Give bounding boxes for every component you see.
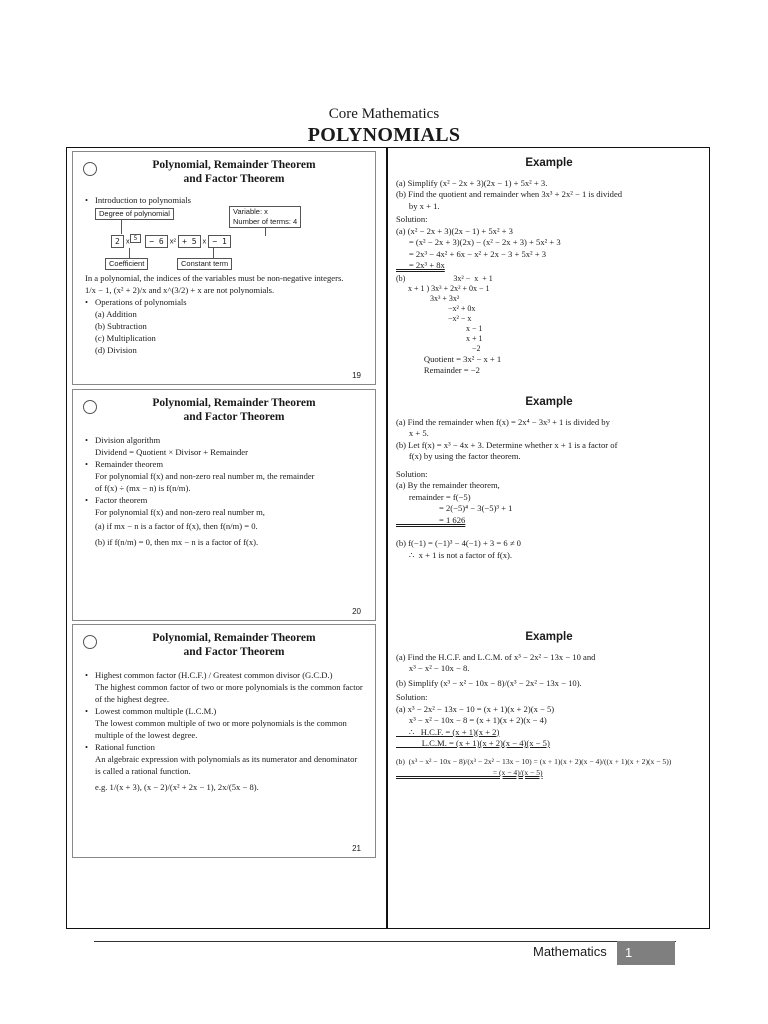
slide-body	[85, 194, 363, 356]
document-subtitle: Core Mathematics	[328, 106, 440, 122]
variable-terms-label: Variable: x Number of terms: 4	[229, 206, 301, 228]
op-item: (b) Subtraction	[95, 321, 147, 331]
slide-title: Polynomial, Remainder Theorem and Factor Theorem	[152, 632, 316, 658]
slide-title: Polynomial, Remainder Theorem and Factor Theorem	[152, 159, 316, 185]
bullet-remainder-theorem: • Remainder theorem	[85, 458, 363, 470]
footer-page-number: 1	[617, 941, 675, 965]
example-panel-2	[396, 397, 702, 617]
bullet-division-algorithm: • Division algorithm	[85, 434, 363, 446]
column-divider	[386, 147, 388, 929]
bullet-lcm: • Lowest common multiple (L.C.M.)	[85, 705, 363, 717]
example-lines: (a) Simplify (x² − 2x + 3)(2x − 1) + 5x² + 3. (b) Find the quotient and remainder when 3x³ + 2x² − 1 is divided by x + 1. Solution: (a) (x² − 2x + 3)(2x − 1) + 5x² + 3 = (x² − 2x + 3)(2x) − (x² − 2x + 3) + 5x² + 3 = 2x³ − 4x² + 6x − x² + 2x − 3 + 5x² + 3 = 2x³ + 8x (b) 3x² − x + 1 x + 1 ) 3x³ + 2x² + 0x − 1 3x³ + 3x² −x² + 0x −x² − x x − 1 x + 1 −2 Quotient = 3x² − x + 1 Remainder = −2	[396, 177, 623, 375]
op-item: (a) Addition	[95, 309, 137, 319]
example-panel-3	[396, 632, 702, 852]
example-heading: Example	[525, 157, 573, 169]
bullet-hcf: • Highest common factor (H.C.F.) / Greatest common divisor (G.C.D.)	[85, 669, 363, 681]
example-heading: Example	[525, 631, 573, 643]
op-item: (c) Multiplication	[95, 333, 156, 343]
bullet-intro: • Introduction to polynomials	[85, 194, 363, 206]
slide-card-1	[72, 151, 376, 385]
degree-label: Degree of polynomial	[95, 208, 174, 220]
slide-title: Polynomial, Remainder Theorem and Factor Theorem	[152, 397, 316, 423]
indices-text: In a polynomial, the indices of the variables must be non-negative integers.	[85, 273, 344, 283]
footer-label: Mathematics	[533, 944, 607, 959]
slide-body: • Highest common factor (H.C.F.) / Greatest common divisor (G.C.D.) The highest common factor of two or more polynomials is the common factor of the highest degree. • Lowest common multiple (L.C.M.) The lowest common multiple of two or more polynomials is the common multiple of the lowest degree. • Rational function An algebraic expression with polynomials as its numerator and denominator is called a rational function. e.g. 1/(x + 3), (x − 2)/(x² + 2x − 1), 2x/(5x − 8).	[85, 669, 363, 793]
hole-punch-icon	[83, 635, 97, 649]
slide-page-number: 21	[352, 844, 361, 853]
bullet-rational-function: • Rational function	[85, 741, 363, 753]
example-panel-1	[396, 158, 702, 386]
document-title: POLYNOMIALS	[307, 124, 461, 146]
op-item: (d) Division	[95, 345, 137, 355]
connector-line	[129, 248, 130, 258]
footer-rule	[94, 941, 676, 942]
hole-punch-icon	[83, 400, 97, 414]
bullet-factor-theorem: • Factor theorem	[85, 494, 363, 506]
connector-line	[121, 220, 122, 234]
polynomial-expression: 2 x $^5$ − 6 x² + 5 x − 1	[111, 234, 233, 248]
slide-page-number: 20	[352, 607, 361, 616]
connector-line	[265, 228, 266, 236]
constant-term-label: Constant term	[177, 258, 232, 270]
example-lines: (a) Find the H.C.F. and L.C.M. of x³ − 2x² − 13x − 10 and x³ − x² − 10x − 8. (b) Simplify (x³ − x² − 10x − 8)/(x³ − 2x² − 13x − 10). Solution: (a) x³ − 2x² − 13x − 10 = (x + 1)(x + 2)(x − 5) x³ − x² − 10x − 8 = (x + 1)(x + 2)(x − 4) ∴ H.C.F. = (x + 1)(x + 2) L.C.M. = (x + 1)(x + 2)(x − 4)(x − 5) (b) (x³ − x² − 10x − 8)/(x³ − 2x² − 13x − 10) = (x + 1)(x + 2)(x − 4)/((x + 1)(x + 2)(x − 5)) = (x − 4)/(x − 5)	[396, 651, 672, 777]
slide-card-3	[72, 624, 376, 858]
polynomial-diagram	[85, 206, 363, 272]
bullet-operations: • Operations of polynomials	[85, 296, 363, 308]
hole-punch-icon	[83, 162, 97, 176]
slide-card-2	[72, 389, 376, 621]
non-polynomial-examples: 1/x − 1, (x² + 2)/x and x^(3/2) + x are not polynomials.	[85, 285, 275, 295]
example-heading: Example	[525, 396, 573, 408]
example-lines: (a) Find the remainder when f(x) = 2x⁴ − 3x³ + 1 is divided by x + 5. (b) Let f(x) = x³ − 4x + 3. Determine whether x + 1 is a factor of f(x) by using the factor theorem. Solution: (a) By the remainder theorem, remainder = f(−5) = 2(−5)⁴ − 3(−5)³ + 1 = 1 626 (b) f(−1) = (−1)³ − 4(−1) + 3 = 6 ≠ 0 ∴ x + 1 is not a factor of f(x).	[396, 416, 618, 560]
slide-body: • Division algorithm Dividend = Quotient × Divisor + Remainder • Remainder theorem For polynomial f(x) and non-zero real number m, the remainder of f(x) ÷ (mx − n) is f(n/m). • Factor theorem For polynomial f(x) and non-zero real number m, (a) if mx − n is a factor of f(x), then f(n/m) = 0. (b) if f(n/m) = 0, then mx − n is a factor of f(x).	[85, 434, 363, 548]
slide-page-number: 19	[352, 371, 361, 380]
coefficient-label: Coefficient	[105, 258, 148, 270]
connector-line	[213, 248, 214, 258]
